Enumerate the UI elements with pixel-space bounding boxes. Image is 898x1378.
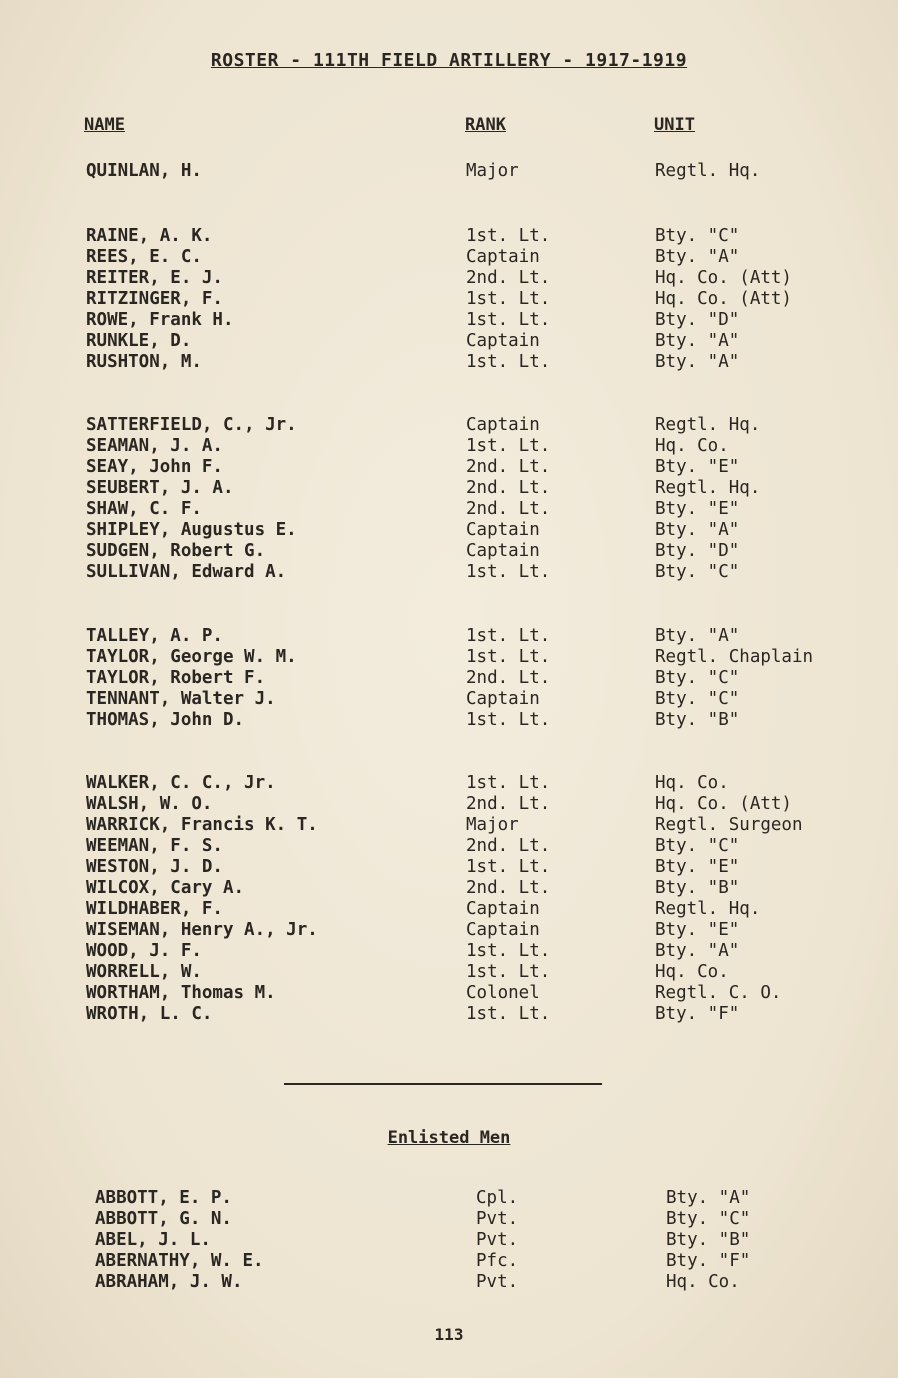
roster-name: SEUBERT, J. A. <box>86 478 234 498</box>
roster-rank: Cpl. <box>476 1188 519 1208</box>
roster-row <box>0 919 898 941</box>
roster-row <box>0 1003 898 1025</box>
roster-unit: Bty. "E" <box>655 857 740 877</box>
roster-name: SHAW, C. F. <box>86 499 202 519</box>
roster-row <box>0 351 898 373</box>
roster-unit: Bty. "A" <box>666 1188 751 1208</box>
roster-name: TALLEY, A. P. <box>86 626 223 646</box>
roster-row <box>0 835 898 857</box>
roster-unit: Bty. "A" <box>655 331 740 351</box>
roster-rank: Captain <box>466 541 540 561</box>
section-divider <box>284 1083 602 1085</box>
roster-unit: Bty. "C" <box>655 689 740 709</box>
roster-rank: 1st. Lt. <box>466 352 551 372</box>
roster-name: WESTON, J. D. <box>86 857 223 877</box>
roster-name: RITZINGER, F. <box>86 289 223 309</box>
roster-rank: Pvt. <box>476 1230 519 1250</box>
roster-unit: Regtl. Surgeon <box>655 815 803 835</box>
roster-rank: Captain <box>466 920 540 940</box>
roster-rank: 2nd. Lt. <box>466 878 551 898</box>
roster-row <box>0 330 898 352</box>
roster-name: ROWE, Frank H. <box>86 310 234 330</box>
roster-name: WALKER, C. C., Jr. <box>86 773 276 793</box>
roster-rank: 1st. Lt. <box>466 289 551 309</box>
roster-row <box>0 793 898 815</box>
roster-row <box>0 709 898 731</box>
roster-rank: Captain <box>466 415 540 435</box>
roster-name: WORRELL, W. <box>86 962 202 982</box>
roster-unit: Hq. Co. <box>655 773 729 793</box>
roster-rank: 2nd. Lt. <box>466 457 551 477</box>
roster-rank: 2nd. Lt. <box>466 794 551 814</box>
roster-row <box>0 961 898 983</box>
roster-name: RAINE, A. K. <box>86 226 213 246</box>
roster-name: THOMAS, John D. <box>86 710 245 730</box>
roster-unit: Bty. "D" <box>655 541 740 561</box>
roster-name: TENNANT, Walter J. <box>86 689 276 709</box>
roster-rank: 1st. Lt. <box>466 773 551 793</box>
page-number: 113 <box>434 1325 464 1344</box>
roster-unit: Regtl. C. O. <box>655 983 782 1003</box>
roster-row <box>0 1187 898 1209</box>
roster-row <box>0 160 898 182</box>
roster-row <box>0 667 898 689</box>
roster-rank: 1st. Lt. <box>466 626 551 646</box>
roster-rank: Captain <box>466 899 540 919</box>
roster-rank: 2nd. Lt. <box>466 268 551 288</box>
roster-name: SULLIVAN, Edward A. <box>86 562 287 582</box>
roster-unit: Regtl. Hq. <box>655 478 761 498</box>
roster-rank: Captain <box>466 247 540 267</box>
roster-rank: 1st. Lt. <box>466 562 551 582</box>
roster-name: WILDHABER, F. <box>86 899 223 919</box>
roster-unit: Hq. Co. (Att) <box>655 268 792 288</box>
roster-rank: 1st. Lt. <box>466 436 551 456</box>
roster-unit: Bty. "E" <box>655 499 740 519</box>
roster-rank: 2nd. Lt. <box>466 836 551 856</box>
roster-unit: Bty. "E" <box>655 457 740 477</box>
roster-unit: Hq. Co. <box>666 1272 740 1292</box>
roster-name: TAYLOR, George W. M. <box>86 647 297 667</box>
roster-unit: Hq. Co. (Att) <box>655 289 792 309</box>
roster-unit: Bty. "A" <box>655 247 740 267</box>
roster-row <box>0 1208 898 1230</box>
roster-name: RUSHTON, M. <box>86 352 202 372</box>
roster-unit: Bty. "D" <box>655 310 740 330</box>
roster-rank: 1st. Lt. <box>466 226 551 246</box>
roster-rank: 2nd. Lt. <box>466 478 551 498</box>
roster-unit: Bty. "C" <box>666 1209 751 1229</box>
roster-row <box>0 414 898 436</box>
roster-rank: 2nd. Lt. <box>466 499 551 519</box>
roster-rank: 1st. Lt. <box>466 857 551 877</box>
roster-rank: Colonel <box>466 983 540 1003</box>
roster-rank: 1st. Lt. <box>466 941 551 961</box>
roster-unit: Bty. "A" <box>655 626 740 646</box>
roster-name: SHIPLEY, Augustus E. <box>86 520 297 540</box>
roster-row <box>0 477 898 499</box>
roster-row <box>0 646 898 668</box>
roster-row <box>0 288 898 310</box>
roster-unit: Bty. "C" <box>655 226 740 246</box>
roster-name: TAYLOR, Robert F. <box>86 668 266 688</box>
roster-row <box>0 982 898 1004</box>
page-title: ROSTER - 111TH FIELD ARTILLERY - 1917-1919 <box>210 50 688 71</box>
roster-name: RUNKLE, D. <box>86 331 192 351</box>
column-header-rank: RANK <box>465 115 506 135</box>
roster-row <box>0 688 898 710</box>
roster-name: WARRICK, Francis K. T. <box>86 815 318 835</box>
roster-unit: Bty. "F" <box>666 1251 751 1271</box>
roster-row <box>0 856 898 878</box>
roster-row <box>0 435 898 457</box>
roster-unit: Regtl. Hq. <box>655 161 761 181</box>
roster-rank: Captain <box>466 331 540 351</box>
roster-rank: Captain <box>466 520 540 540</box>
roster-rank: Pfc. <box>476 1251 519 1271</box>
roster-row <box>0 1229 898 1251</box>
roster-row <box>0 1250 898 1272</box>
roster-name: SEAY, John F. <box>86 457 223 477</box>
roster-name: SUDGEN, Robert G. <box>86 541 266 561</box>
roster-unit: Bty. "A" <box>655 352 740 372</box>
roster-rank: Pvt. <box>476 1209 519 1229</box>
roster-name: WILCOX, Cary A. <box>86 878 245 898</box>
roster-unit: Regtl. Hq. <box>655 899 761 919</box>
roster-name: SATTERFIELD, C., Jr. <box>86 415 297 435</box>
roster-row <box>0 309 898 331</box>
roster-name: WISEMAN, Henry A., Jr. <box>86 920 318 940</box>
roster-rank: Major <box>466 161 519 181</box>
roster-row <box>0 267 898 289</box>
roster-name: SEAMAN, J. A. <box>86 436 223 456</box>
roster-row <box>0 456 898 478</box>
roster-row <box>0 898 898 920</box>
roster-rank: 1st. Lt. <box>466 647 551 667</box>
roster-row <box>0 625 898 647</box>
roster-name: ABBOTT, E. P. <box>95 1188 232 1208</box>
roster-name: WALSH, W. O. <box>86 794 213 814</box>
roster-row <box>0 940 898 962</box>
roster-rank: Captain <box>466 689 540 709</box>
roster-unit: Bty. "C" <box>655 836 740 856</box>
roster-row <box>0 519 898 541</box>
roster-name: WEEMAN, F. S. <box>86 836 223 856</box>
roster-unit: Bty. "B" <box>655 710 740 730</box>
roster-unit: Hq. Co. <box>655 962 729 982</box>
roster-name: REES, E. C. <box>86 247 202 267</box>
roster-name: ABERNATHY, W. E. <box>95 1251 264 1271</box>
roster-unit: Bty. "C" <box>655 668 740 688</box>
roster-name: ABRAHAM, J. W. <box>95 1272 243 1292</box>
roster-name: ABEL, J. L. <box>95 1230 211 1250</box>
roster-rank: Pvt. <box>476 1272 519 1292</box>
roster-unit: Regtl. Hq. <box>655 415 761 435</box>
roster-row <box>0 246 898 268</box>
roster-rank: 1st. Lt. <box>466 710 551 730</box>
roster-name: WOOD, J. F. <box>86 941 202 961</box>
roster-name: ABBOTT, G. N. <box>95 1209 232 1229</box>
roster-unit: Hq. Co. (Att) <box>655 794 792 814</box>
roster-name: WORTHAM, Thomas M. <box>86 983 276 1003</box>
roster-unit: Bty. "B" <box>666 1230 751 1250</box>
roster-unit: Hq. Co. <box>655 436 729 456</box>
roster-unit: Bty. "F" <box>655 1004 740 1024</box>
roster-row <box>0 540 898 562</box>
roster-row <box>0 498 898 520</box>
column-header-name: NAME <box>84 115 125 135</box>
roster-unit: Bty. "B" <box>655 878 740 898</box>
roster-row <box>0 772 898 794</box>
column-header-unit: UNIT <box>654 115 695 135</box>
roster-name: WROTH, L. C. <box>86 1004 213 1024</box>
roster-row <box>0 1271 898 1293</box>
roster-rank: 2nd. Lt. <box>466 668 551 688</box>
roster-row <box>0 561 898 583</box>
roster-rank: 1st. Lt. <box>466 1004 551 1024</box>
roster-name: QUINLAN, H. <box>86 161 202 181</box>
roster-row <box>0 877 898 899</box>
roster-name: REITER, E. J. <box>86 268 223 288</box>
roster-rank: 1st. Lt. <box>466 310 551 330</box>
roster-rank: 1st. Lt. <box>466 962 551 982</box>
roster-unit: Bty. "A" <box>655 941 740 961</box>
roster-unit: Bty. "A" <box>655 520 740 540</box>
roster-row <box>0 225 898 247</box>
roster-row <box>0 814 898 836</box>
enlisted-men-heading: Enlisted Men <box>387 1128 511 1148</box>
roster-unit: Bty. "E" <box>655 920 740 940</box>
roster-rank: Major <box>466 815 519 835</box>
roster-unit: Bty. "C" <box>655 562 740 582</box>
roster-unit: Regtl. Chaplain <box>655 647 814 667</box>
